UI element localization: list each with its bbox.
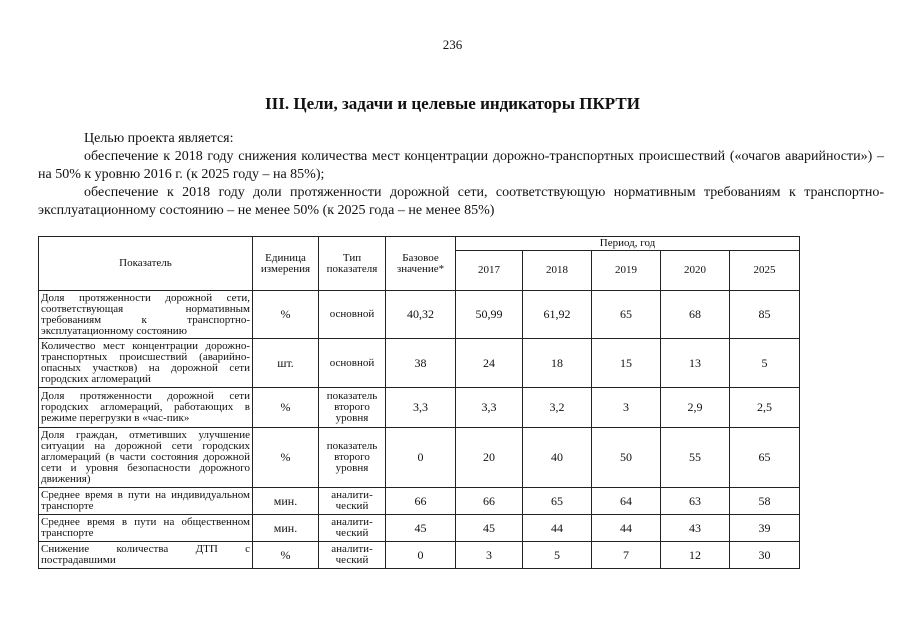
value-cell: 3 (592, 388, 661, 428)
value-cell: 39 (730, 515, 800, 542)
type-cell: аналити-ческий (319, 515, 386, 542)
value-cell: 66 (456, 488, 523, 515)
value-cell: 65 (523, 488, 592, 515)
table-row (39, 291, 800, 339)
header-year: 2017 (456, 251, 523, 291)
indicator-name: Среднее время в пути на общественном транспорте (39, 515, 253, 542)
value-cell: 50,99 (456, 291, 523, 339)
value-cell: 44 (592, 515, 661, 542)
header-unit: Единица измерения (253, 237, 319, 291)
indicator-name: Доля протяженности дорожной сети, соответствующая нормативным требованиям к транспортно-эксплуатационному состоянию (39, 291, 253, 339)
type-cell: показатель второго уровня (319, 428, 386, 488)
table-row (39, 542, 800, 569)
header-year: 2020 (661, 251, 730, 291)
value-cell: 18 (523, 339, 592, 388)
value-cell: 24 (456, 339, 523, 388)
table-row (39, 339, 800, 388)
table-row (39, 488, 800, 515)
unit-cell: % (253, 388, 319, 428)
value-cell: 3 (456, 542, 523, 569)
value-cell: 30 (730, 542, 800, 569)
value-cell: 55 (661, 428, 730, 488)
intro-text (38, 130, 884, 220)
header-year: 2025 (730, 251, 800, 291)
header-type: Тип показателя (319, 237, 386, 291)
header-year: 2019 (592, 251, 661, 291)
value-cell: 2,5 (730, 388, 800, 428)
value-cell: 44 (523, 515, 592, 542)
value-cell: 85 (730, 291, 800, 339)
table-row (39, 388, 800, 428)
value-cell: 12 (661, 542, 730, 569)
unit-cell: % (253, 542, 319, 569)
base-value-cell: 3,3 (386, 388, 456, 428)
unit-cell: % (253, 428, 319, 488)
table-row (39, 515, 800, 542)
value-cell: 68 (661, 291, 730, 339)
value-cell: 50 (592, 428, 661, 488)
type-cell: основной (319, 291, 386, 339)
base-value-cell: 66 (386, 488, 456, 515)
type-cell: основной (319, 339, 386, 388)
value-cell: 3,2 (523, 388, 592, 428)
value-cell: 64 (592, 488, 661, 515)
unit-cell: шт. (253, 339, 319, 388)
value-cell: 2,9 (661, 388, 730, 428)
indicators-table (38, 236, 800, 569)
header-indicator: Показатель (39, 237, 253, 291)
base-value-cell: 40,32 (386, 291, 456, 339)
indicator-name: Доля граждан, отметивших улучшение ситуации на дорожной сети городских агломераций (в части состояния дорожной сети и уровня безопасности дорожного движения) (39, 428, 253, 488)
indicator-name: Снижение количества ДТП с пострадавшими (39, 542, 253, 569)
base-value-cell: 0 (386, 542, 456, 569)
value-cell: 58 (730, 488, 800, 515)
base-value-cell: 45 (386, 515, 456, 542)
value-cell: 63 (661, 488, 730, 515)
header-year: 2018 (523, 251, 592, 291)
intro-goal-2: обеспечение к 2018 году доли протяженности дорожной сети, соответствующую нормативным требованиям к транспортно-эксплуатационному состоянию – не менее 50% (к 2025 года – не менее 85%) (38, 185, 884, 218)
type-cell: аналити-ческий (319, 488, 386, 515)
base-value-cell: 38 (386, 339, 456, 388)
unit-cell: % (253, 291, 319, 339)
value-cell: 40 (523, 428, 592, 488)
value-cell: 61,92 (523, 291, 592, 339)
value-cell: 15 (592, 339, 661, 388)
unit-cell: мин. (253, 488, 319, 515)
value-cell: 3,3 (456, 388, 523, 428)
type-cell: аналити-ческий (319, 542, 386, 569)
value-cell: 65 (730, 428, 800, 488)
indicator-name: Доля протяженности дорожной сети городских агломераций, работающих в режиме перегрузки в «час-пик» (39, 388, 253, 428)
page-number: 236 (442, 37, 463, 52)
base-value-cell: 0 (386, 428, 456, 488)
section-heading: III. Цели, задачи и целевые индикаторы ПКРТИ (265, 94, 640, 113)
type-cell: показатель второго уровня (319, 388, 386, 428)
value-cell: 45 (456, 515, 523, 542)
value-cell: 13 (661, 339, 730, 388)
intro-lead: Целью проекта является: (84, 131, 234, 146)
header-base: Базовое значение* (386, 237, 456, 291)
indicator-name: Среднее время в пути на индивидуальном транспорте (39, 488, 253, 515)
intro-goal-1: обеспечение к 2018 году снижения количества мест концентрации дорожно-транспортных происшествий («очагов аварийности») – на 50% к уровню 2016 г. (к 2025 году – на 85%); (38, 149, 884, 182)
value-cell: 43 (661, 515, 730, 542)
value-cell: 65 (592, 291, 661, 339)
value-cell: 20 (456, 428, 523, 488)
value-cell: 5 (523, 542, 592, 569)
unit-cell: мин. (253, 515, 319, 542)
value-cell: 7 (592, 542, 661, 569)
header-period: Период, год (456, 237, 800, 251)
table-row (39, 428, 800, 488)
value-cell: 5 (730, 339, 800, 388)
indicator-name: Количество мест концентрации дорожно-транспортных происшествий (аварийно-опасных участков) на дорожной сети городских агломераций (39, 339, 253, 388)
